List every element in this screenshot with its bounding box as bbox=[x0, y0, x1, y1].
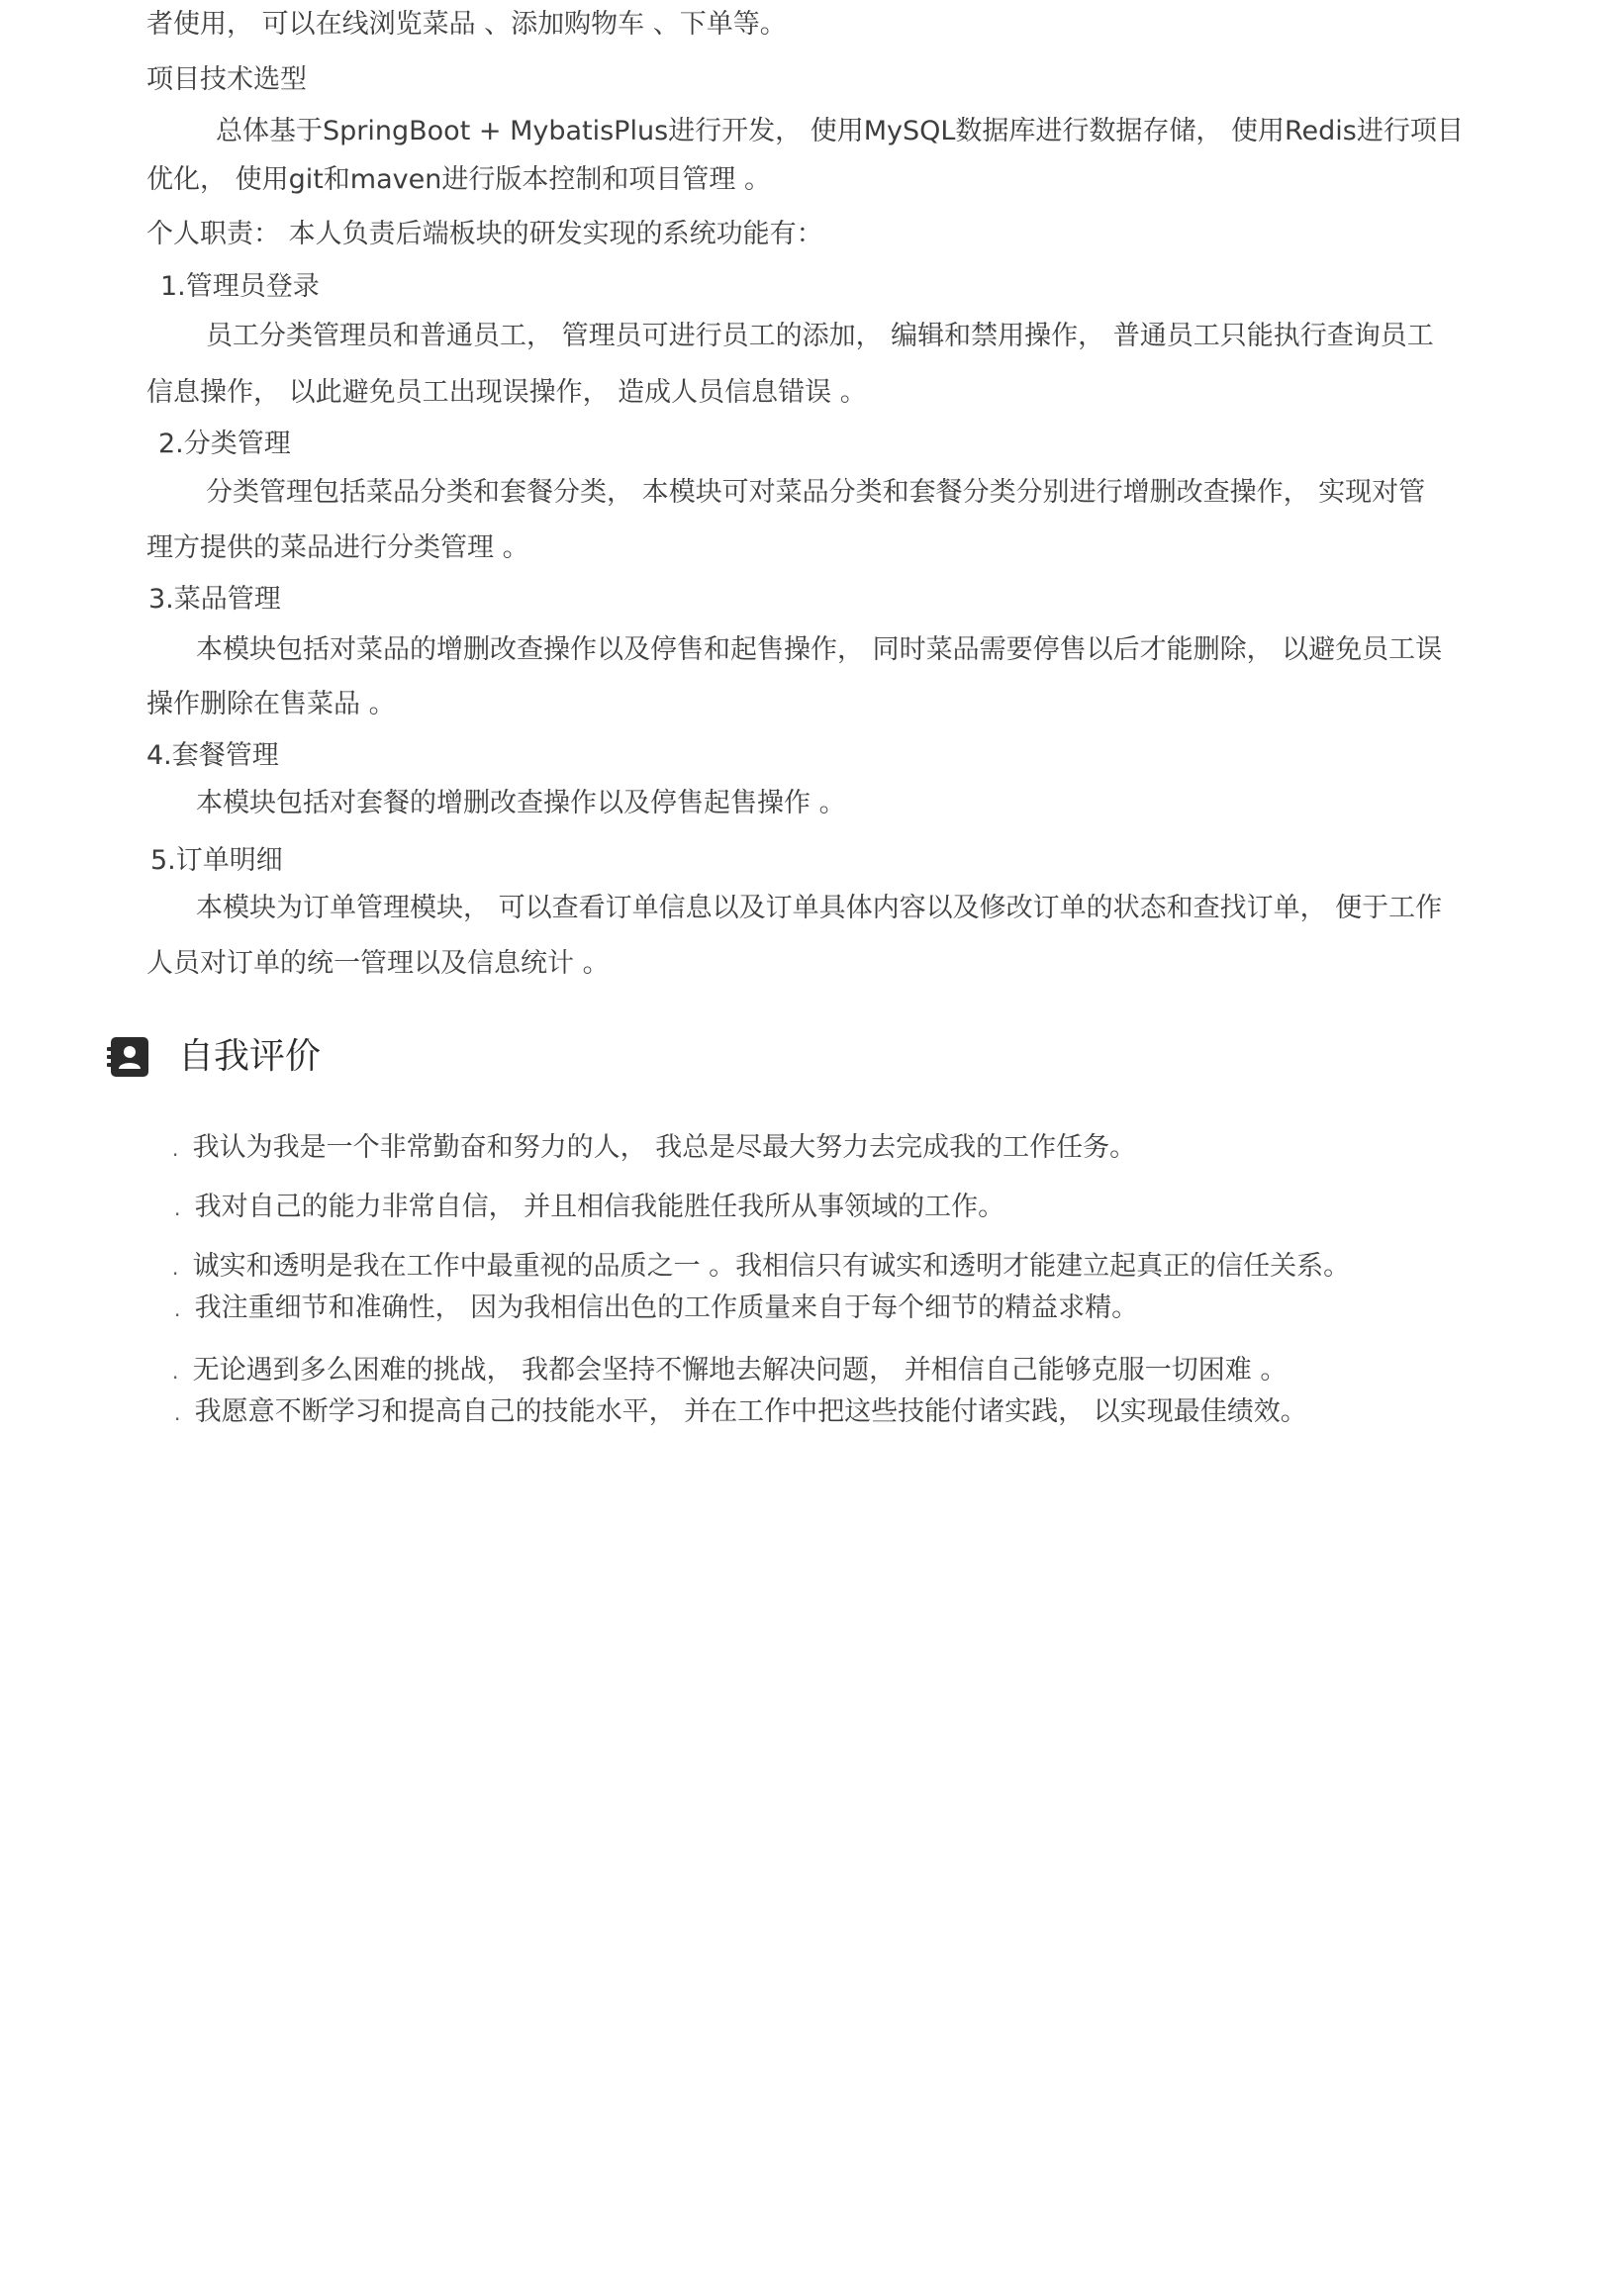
bullet-marker: . bbox=[174, 1297, 181, 1321]
bullet-item bbox=[174, 1191, 1004, 1225]
tech-line-1: 总体基于SpringBoot + MybatisPlus进行开发， 使用MySQL数据库进行数据存储， 使用Redis进行项目 bbox=[216, 116, 1464, 146]
module-desc-line-2: 理方提供的菜品进行分类管理 。 bbox=[146, 532, 529, 563]
bullet-text: 我认为我是一个非常勤奋和努力的人， 我总是尽最大努力去完成我的工作任务。 bbox=[192, 1132, 1137, 1163]
tech-heading: 项目技术选型 bbox=[146, 64, 307, 95]
bullet-item bbox=[174, 1395, 1307, 1430]
module-title: 3.菜品管理 bbox=[148, 584, 281, 615]
bullet-text: 我愿意不断学习和提高自己的技能水平， 并在工作中把这些技能付诸实践， 以实现最佳绩效。 bbox=[194, 1396, 1307, 1427]
module-title: 5.订单明细 bbox=[150, 845, 283, 876]
module-title: 2.分类管理 bbox=[158, 429, 291, 459]
duty-heading: 个人职责： 本人负责后端板块的研发实现的系统功能有： bbox=[146, 219, 823, 249]
bullet-marker: . bbox=[174, 1196, 181, 1220]
bullet-marker: . bbox=[172, 1137, 179, 1161]
bullet-marker: . bbox=[172, 1256, 179, 1280]
bullet-item bbox=[174, 1292, 1138, 1326]
section-heading-self-eval bbox=[107, 1029, 321, 1085]
bullet-text: 无论遇到多么困难的挑战， 我都会坚持不懈地去解决问题， 并相信自己能够克服一切困难 。 bbox=[192, 1355, 1288, 1386]
contact-card-icon bbox=[107, 1035, 150, 1079]
module-desc-line-2: 人员对订单的统一管理以及信息统计 。 bbox=[146, 948, 610, 979]
bullet-marker: . bbox=[172, 1360, 179, 1384]
section-title: 自我评价 bbox=[178, 1036, 322, 1077]
module-desc-line-1: 本模块为订单管理模块， 可以查看订单信息以及订单具体内容以及修改订单的状态和查找订单， 便于工作 bbox=[196, 893, 1443, 923]
bullet-text: 我注重细节和准确性， 因为我相信出色的工作质量来自于每个细节的精益求精。 bbox=[194, 1292, 1139, 1323]
module-title: 1.管理员登录 bbox=[160, 271, 320, 302]
bullet-text: 诚实和透明是我在工作中最重视的品质之一 。我相信只有诚实和透明才能建立起真正的信任关系。 bbox=[192, 1251, 1351, 1282]
module-desc-line-1: 本模块包括对套餐的增删改查操作以及停售起售操作 。 bbox=[196, 788, 846, 818]
module-desc-line-1: 本模块包括对菜品的增删改查操作以及停售和起售操作， 同时菜品需要停售以后才能删除， 以避免员工误 bbox=[196, 634, 1443, 665]
bullet-marker: . bbox=[174, 1401, 181, 1425]
module-desc-line-1: 员工分类管理员和普通员工， 管理员可进行员工的添加， 编辑和禁用操作， 普通员工只能执行查询员工 bbox=[206, 321, 1434, 351]
module-desc-line-2: 信息操作， 以此避免员工出现误操作， 造成人员信息错误 。 bbox=[146, 377, 867, 408]
module-desc-line-2: 操作删除在售菜品 。 bbox=[146, 689, 396, 719]
bullet-text: 我对自己的能力非常自信， 并且相信我能胜任我所从事领域的工作。 bbox=[194, 1192, 1005, 1222]
tech-line-2: 优化， 使用git和maven进行版本控制和项目管理 。 bbox=[146, 164, 771, 195]
module-desc-line-1: 分类管理包括菜品分类和套餐分类， 本模块可对菜品分类和套餐分类分别进行增删改查操作， 实现对管 bbox=[206, 477, 1426, 508]
bullet-item bbox=[172, 1354, 1287, 1388]
bullet-item bbox=[172, 1250, 1350, 1285]
project-intro-tail: 者使用， 可以在线浏览菜品 、添加购物车 、下单等。 bbox=[146, 9, 787, 40]
bullet-item bbox=[172, 1131, 1136, 1166]
module-title: 4.套餐管理 bbox=[146, 740, 279, 771]
